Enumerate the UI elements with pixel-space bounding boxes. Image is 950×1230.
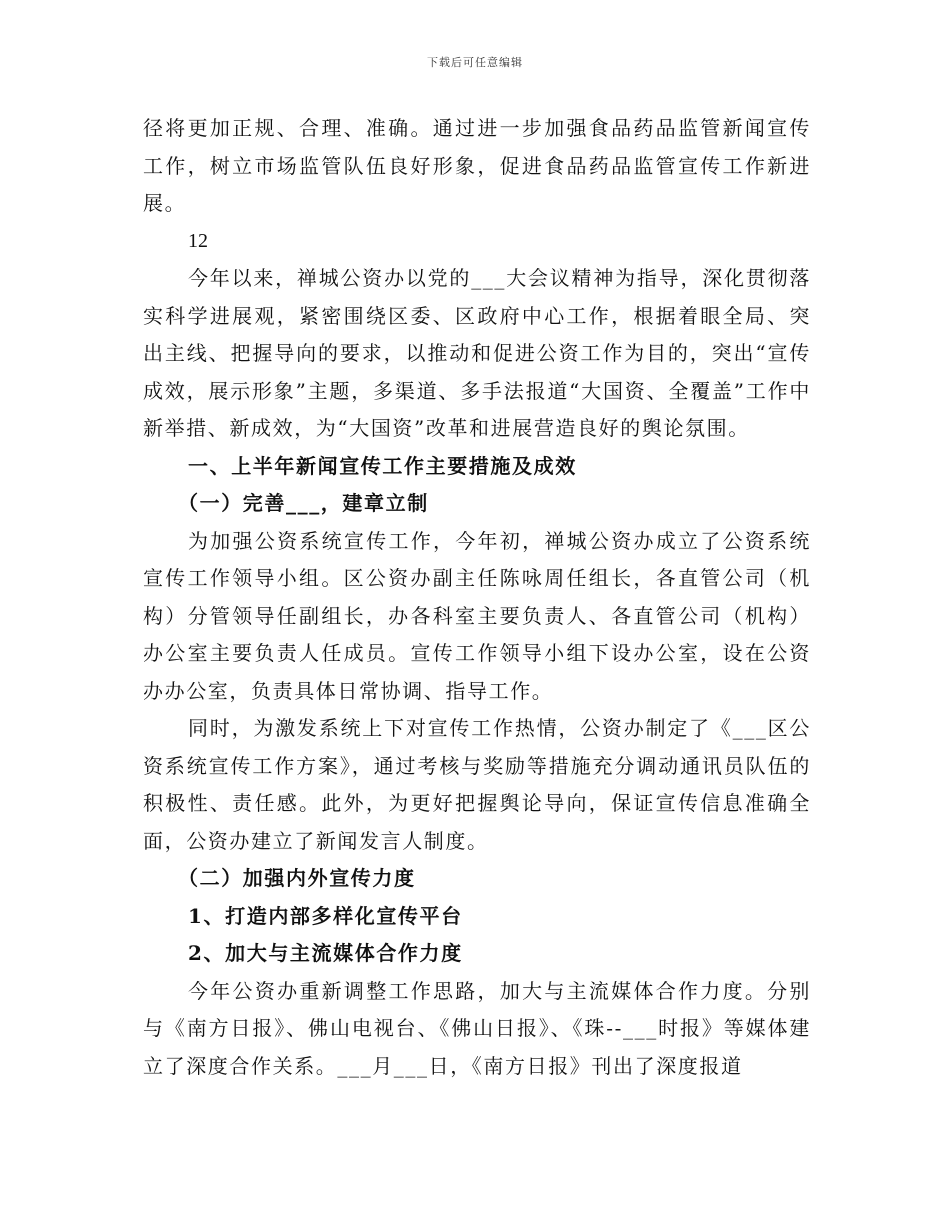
item-heading-1: 1、打造内部多样化宣传平台 [188,903,463,928]
subsection-heading-2: （二）加强内外宣传力度 [178,866,416,890]
section-number: 12 [188,229,208,252]
item-heading-2: 2、加大与主流媒体合作力度 [188,941,463,965]
paragraph-leadership-group: 为加强公资系统宣传工作，今年初，禅城公资办成立了公资系统宣传工作领导小组。区公资办副主任陈咏周任组长，各直管公司（机构）分管领导任副组长，办各科室主要负责人、各直管公司（机构）办公室主要负责人任成员。宣传工作领导小组下设办公室，设在公资办办公室，负责具体日常协调、指导工作。 [143,528,811,703]
section-heading: 一、上半年新闻宣传工作主要措施及成效 [188,453,577,478]
paragraph-media-cooperation: 今年公资办重新调整工作思路，加大与主流媒体合作力度。分别与《南方日报》、佛山电视台、《佛山日报》、《珠--___时报》等媒体建立了深度合作关系。___月___日，《南方日报》刊出了深度报道 [143,978,811,1078]
subsection-heading-1: （一）完善___，建章立制 [178,491,429,515]
paragraph-intro: 今年以来，禅城公资办以党的___大会议精神为指导，深化贯彻落实科学进展观，紧密围绕区委、区政府中心工作，根据着眼全局、突出主线、把握导向的要求，以推动和促进公资工作为目的，突出“宣传成效，展示形象”主题，多渠道、多手法报道“大国资、全覆盖”工作中新举措、新成效，为“大国资”改革和进展营造良好的舆论氛围。 [143,266,811,440]
document-body [143,110,811,1085]
paragraph-incentives: 同时，为激发系统上下对宣传工作热情，公资办制定了《___区公资系统宣传工作方案》，通过考核与奖励等措施充分调动通讯员队伍的积极性、责任感。此外，为更好把握舆论导向，保证宣传信息准确全面，公资办建立了新闻发言人制度。 [143,716,811,853]
page-header: 下载后可任意编辑 [427,56,523,69]
paragraph-continuation: 径将更加正规、合理、准确。通过进一步加强食品药品监管新闻宣传工作，树立市场监管队伍良好形象，促进食品药品监管宣传工作新进展。 [143,116,811,215]
